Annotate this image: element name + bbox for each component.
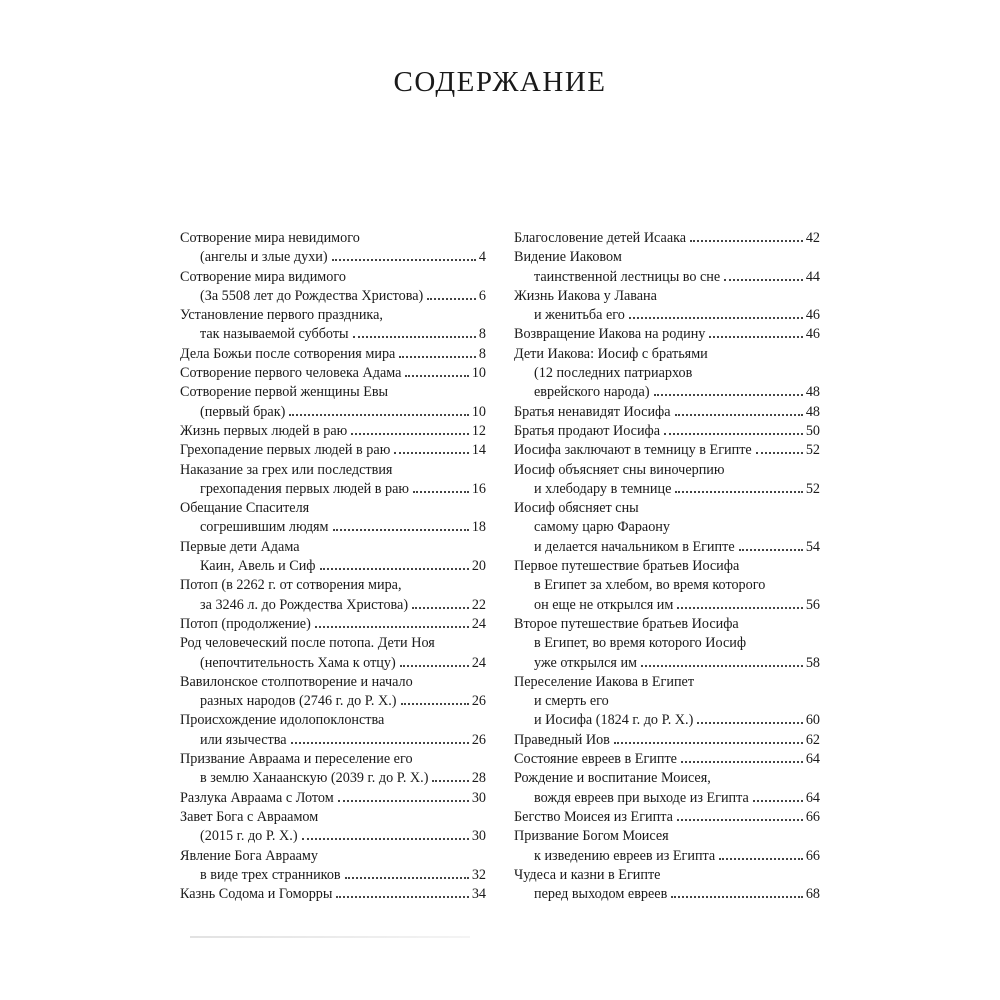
toc-entry-line: Переселение Иакова в Египет bbox=[514, 673, 695, 690]
toc-entry-text: в виде трех странников bbox=[200, 866, 341, 883]
dot-leader bbox=[739, 549, 803, 551]
toc-entry-line bbox=[180, 827, 486, 846]
toc-entry-line: Вавилонское столпотворение и начало bbox=[180, 673, 413, 690]
toc-entry-text: грехопадения первых людей в раю bbox=[200, 480, 410, 497]
page-title: СОДЕРЖАНИЕ bbox=[393, 66, 607, 98]
dot-leader bbox=[315, 626, 469, 628]
toc-entry-line bbox=[514, 325, 820, 344]
toc-entry-line: Иосиф объясняет сны виночерпию bbox=[514, 461, 725, 478]
toc-entry-line: в Египет, во время которого Иосиф bbox=[534, 635, 747, 652]
toc-entry bbox=[180, 711, 486, 750]
toc-entry-line bbox=[514, 268, 820, 287]
toc-entry-line bbox=[514, 711, 820, 730]
toc-page-number: 20 bbox=[471, 558, 486, 575]
toc-page-number: 8 bbox=[478, 326, 486, 343]
toc-entry-text: он еще не открылся им bbox=[534, 596, 674, 613]
toc-entry-line: Рождение и воспитание Моисея, bbox=[514, 770, 711, 787]
toc-entry bbox=[180, 306, 486, 345]
toc-entry-text: и хлебодару в темнице bbox=[534, 480, 672, 497]
toc-page-number: 66 bbox=[805, 847, 820, 864]
toc-entry-line: Призвание Авраама и переселение его bbox=[180, 751, 413, 768]
toc-entry-text: Разлука Авраама с Лотом bbox=[180, 789, 334, 806]
toc-entry-line: Сотворение мира невидимого bbox=[180, 230, 360, 246]
toc-entry bbox=[514, 808, 820, 827]
toc-entry-text: вождя евреев при выходе из Египта bbox=[534, 789, 749, 806]
toc-entry bbox=[514, 345, 820, 403]
dot-leader bbox=[291, 742, 469, 744]
toc-entry bbox=[180, 789, 486, 808]
toc-entry bbox=[514, 422, 820, 441]
toc-entry-text: Бегство Моисея из Египта bbox=[514, 808, 673, 825]
dot-leader bbox=[753, 800, 803, 802]
toc-page-number: 44 bbox=[805, 268, 820, 285]
toc-entry-text: Праведный Иов bbox=[514, 731, 610, 748]
toc-entry-line bbox=[180, 403, 486, 422]
toc-entry-text: Возвращение Иакова на родину bbox=[514, 326, 706, 343]
toc-entry-line bbox=[514, 422, 820, 441]
toc-entry-line bbox=[514, 750, 820, 769]
toc-entry-text: и женитьба его bbox=[534, 307, 625, 324]
toc-entry-line bbox=[514, 538, 820, 557]
toc-entry bbox=[180, 268, 486, 307]
toc-entry bbox=[180, 461, 486, 500]
toc-entry bbox=[180, 499, 486, 538]
toc-entry-line bbox=[180, 248, 486, 267]
bleed-through-line bbox=[190, 936, 470, 938]
toc-entry bbox=[180, 615, 486, 634]
toc-page-number: 28 bbox=[471, 770, 486, 787]
toc-page-number: 14 bbox=[471, 442, 486, 459]
toc-page-number: 18 bbox=[471, 519, 486, 536]
toc-entry bbox=[514, 441, 820, 460]
toc-entry-text: (За 5508 лет до Рождества Христова) bbox=[200, 287, 424, 304]
toc-entry-line bbox=[514, 885, 820, 904]
toc-entry bbox=[180, 576, 486, 615]
toc-page-number: 10 bbox=[471, 403, 486, 420]
toc-entry-line bbox=[180, 441, 486, 460]
toc-entry-text: так называемой субботы bbox=[200, 326, 349, 343]
toc-entry-text: Каин, Авель и Сиф bbox=[200, 558, 316, 575]
toc-entry-line bbox=[180, 596, 486, 615]
toc-entry-line bbox=[514, 808, 820, 827]
toc-entry-line bbox=[180, 692, 486, 711]
toc-page-number: 56 bbox=[805, 596, 820, 613]
toc-entry-line bbox=[514, 847, 820, 866]
toc-entry bbox=[180, 808, 486, 847]
toc-entry-line bbox=[180, 885, 486, 904]
dot-leader bbox=[677, 607, 802, 609]
toc-entry-line bbox=[514, 441, 820, 460]
toc-entry-line: Сотворение мира видимого bbox=[180, 268, 346, 285]
toc-page-number: 26 bbox=[471, 731, 486, 748]
toc-entry-text: Братья ненавидят Иосифа bbox=[514, 403, 671, 420]
toc-entry bbox=[180, 229, 486, 268]
toc-entry-text: (2015 г. до Р. Х.) bbox=[200, 828, 298, 845]
toc-entry-line: Жизнь Иакова у Лавана bbox=[514, 287, 657, 304]
toc-entry-line: Видение Иаковом bbox=[514, 249, 622, 266]
dot-leader bbox=[664, 433, 803, 435]
toc-entry-text: согрешившим людям bbox=[200, 519, 329, 536]
toc-page-number: 32 bbox=[471, 866, 486, 883]
toc-entry-text: Казнь Содома и Гоморры bbox=[180, 886, 333, 903]
dot-leader bbox=[345, 877, 469, 879]
toc-entry bbox=[514, 248, 820, 287]
toc-entry bbox=[180, 345, 486, 364]
toc-entry-line bbox=[180, 518, 486, 537]
dot-leader bbox=[427, 298, 476, 300]
toc-page-number: 64 bbox=[805, 751, 820, 768]
toc-entry-line: самому царю Фараону bbox=[534, 519, 670, 536]
toc-page-number: 60 bbox=[805, 712, 820, 729]
dot-leader bbox=[289, 414, 469, 416]
toc-entry-line: Установление первого праздника, bbox=[180, 307, 383, 324]
toc-entry-line: Происхождение идолопоклонства bbox=[180, 712, 385, 729]
toc-entry bbox=[514, 769, 820, 808]
toc-entry bbox=[514, 750, 820, 769]
toc-entry-line bbox=[514, 731, 820, 750]
toc-page-number: 52 bbox=[805, 480, 820, 497]
toc-entry-line: Второе путешествие братьев Иосифа bbox=[514, 615, 739, 632]
toc-entry-line: Дети Иакова: Иосиф с братьями bbox=[514, 345, 708, 362]
toc-entry-line: Первое путешествие братьев Иосифа bbox=[514, 558, 740, 575]
toc-entry bbox=[514, 827, 820, 866]
dot-leader bbox=[690, 240, 803, 242]
dot-leader bbox=[671, 896, 803, 898]
toc-page-number: 16 bbox=[471, 480, 486, 497]
toc-entry-line bbox=[514, 306, 820, 325]
toc-page-number: 24 bbox=[471, 654, 486, 671]
dot-leader bbox=[629, 317, 803, 319]
toc-entry bbox=[180, 885, 486, 904]
toc-entry-text: Грехопадение первых людей в раю bbox=[180, 442, 391, 459]
toc-entry-line: Первые дети Адама bbox=[180, 538, 300, 555]
toc-entry-line bbox=[180, 769, 486, 788]
dot-leader bbox=[675, 414, 803, 416]
toc-entry-line bbox=[514, 383, 820, 402]
dot-leader bbox=[400, 665, 469, 667]
toc-page-number: 46 bbox=[805, 326, 820, 343]
toc-entry-text: в землю Ханаанскую (2039 г. до Р. Х.) bbox=[200, 770, 429, 787]
toc-entry-line: Потоп (в 2262 г. от сотворения мира, bbox=[180, 577, 402, 594]
toc-page-number: 42 bbox=[805, 230, 820, 246]
toc-page-number: 8 bbox=[478, 345, 486, 362]
toc-entry-text: разных народов (2746 г. до Р. Х.) bbox=[200, 693, 397, 710]
toc-page-number: 4 bbox=[478, 249, 486, 266]
toc-page-number: 48 bbox=[805, 403, 820, 420]
toc-page-number: 58 bbox=[805, 654, 820, 671]
toc-entry bbox=[514, 615, 820, 673]
toc-entry-line bbox=[180, 615, 486, 634]
toc-page-number: 10 bbox=[471, 365, 486, 382]
toc-entry-text: (непочтительность Хама к отцу) bbox=[200, 654, 396, 671]
dot-leader bbox=[351, 433, 469, 435]
toc-entry bbox=[514, 461, 820, 500]
toc-page-number: 46 bbox=[805, 307, 820, 324]
toc-entry-text: или язычества bbox=[200, 731, 287, 748]
dot-leader bbox=[756, 452, 803, 454]
toc-entry-line: Призвание Богом Моисея bbox=[514, 828, 669, 845]
toc-entry-line bbox=[180, 325, 486, 344]
toc-entry-line bbox=[514, 789, 820, 808]
toc-entry bbox=[514, 557, 820, 615]
toc-entry-line bbox=[514, 480, 820, 499]
dot-leader bbox=[336, 896, 468, 898]
toc-entry-text: уже открылся им bbox=[534, 654, 638, 671]
toc-entry-line bbox=[180, 789, 486, 808]
toc-entry bbox=[180, 383, 486, 422]
dot-leader bbox=[681, 761, 803, 763]
toc-entry-text: Благословение детей Исаака bbox=[514, 230, 687, 246]
dot-leader bbox=[675, 491, 802, 493]
dot-leader bbox=[709, 336, 802, 338]
toc-entry bbox=[514, 499, 820, 557]
toc-entry-text: к изведению евреев из Египта bbox=[534, 847, 716, 864]
toc-entry-text: Дела Божьи после сотворения мира bbox=[180, 345, 396, 362]
toc-page-number: 50 bbox=[805, 422, 820, 439]
toc-entry-text: Сотворение первого человека Адама bbox=[180, 365, 402, 382]
toc-entry-text: Состояние евреев в Египте bbox=[514, 751, 677, 768]
toc-entry-line bbox=[180, 480, 486, 499]
dot-leader bbox=[697, 722, 803, 724]
toc-entry bbox=[180, 364, 486, 383]
toc-page-number: 12 bbox=[471, 422, 486, 439]
dot-leader bbox=[338, 800, 469, 802]
toc-entry-line: Чудеса и казни в Египте bbox=[514, 866, 661, 883]
dot-leader bbox=[302, 838, 469, 840]
toc-entry-line bbox=[514, 229, 820, 248]
dot-leader bbox=[332, 259, 476, 261]
toc-entry-text: Жизнь первых людей в раю bbox=[180, 422, 348, 439]
dot-leader bbox=[641, 665, 803, 667]
dot-leader bbox=[677, 819, 803, 821]
toc-entry bbox=[514, 731, 820, 750]
dot-leader bbox=[412, 607, 469, 609]
toc-entry-line: и смерть его bbox=[534, 693, 609, 710]
toc-entry bbox=[514, 229, 820, 248]
toc-entry-line: в Египет за хлебом, во время которого bbox=[534, 577, 766, 594]
toc-entry bbox=[514, 673, 820, 731]
toc-entry-line bbox=[180, 654, 486, 673]
toc-page-number: 26 bbox=[471, 693, 486, 710]
toc-entry-text: еврейского народа) bbox=[534, 384, 650, 401]
toc-column-right bbox=[514, 229, 820, 904]
toc-entry-line bbox=[514, 596, 820, 615]
toc-page-number: 30 bbox=[471, 828, 486, 845]
toc-entry-text: и делается начальником в Египте bbox=[534, 538, 735, 555]
toc-entry bbox=[514, 403, 820, 422]
toc-entry-line: (12 последних патриархов bbox=[534, 365, 693, 382]
toc-page-number: 22 bbox=[471, 596, 486, 613]
toc-entry bbox=[180, 673, 486, 712]
toc-entry-text: и Иосифа (1824 г. до Р. Х.) bbox=[534, 712, 694, 729]
dot-leader bbox=[405, 375, 468, 377]
toc-entry bbox=[180, 422, 486, 441]
toc-entry-line: Сотворение первой женщины Евы bbox=[180, 384, 389, 401]
dot-leader bbox=[719, 858, 803, 860]
toc-entry-line bbox=[180, 866, 486, 885]
toc-entry bbox=[514, 287, 820, 326]
toc-entry-line bbox=[180, 287, 486, 306]
toc-entry-line bbox=[180, 557, 486, 576]
toc-entry-line: Завет Бога с Авраамом bbox=[180, 808, 319, 825]
toc-entry bbox=[180, 847, 486, 886]
toc-entry-text: за 3246 л. до Рождества Христова) bbox=[200, 596, 409, 613]
dot-leader bbox=[394, 452, 469, 454]
toc-page-number: 62 bbox=[805, 731, 820, 748]
toc-entry-text: Потоп (продолжение) bbox=[180, 615, 311, 632]
toc-page-number: 24 bbox=[471, 615, 486, 632]
toc-entry-text: таинственной лестницы во сне bbox=[534, 268, 721, 285]
toc-entry-text: перед выходом евреев bbox=[534, 886, 668, 903]
toc-entry-line bbox=[514, 403, 820, 422]
toc-entry-line bbox=[180, 364, 486, 383]
toc-page-number: 30 bbox=[471, 789, 486, 806]
dot-leader bbox=[320, 568, 469, 570]
toc-page-number: 64 bbox=[805, 789, 820, 806]
toc-entry-line: Обещание Спасителя bbox=[180, 500, 310, 517]
dot-leader bbox=[724, 279, 803, 281]
toc-page-number: 52 bbox=[805, 442, 820, 459]
toc-page-number: 34 bbox=[471, 886, 486, 903]
toc-entry-text: (ангелы и злые духи) bbox=[200, 249, 328, 266]
toc-entry-line: Род человеческий после потопа. Дети Ноя bbox=[180, 635, 435, 652]
toc-entry-line: Наказание за грех или последствия bbox=[180, 461, 393, 478]
dot-leader bbox=[654, 394, 803, 396]
dot-leader bbox=[333, 529, 469, 531]
toc-page-number: 6 bbox=[478, 287, 486, 304]
dot-leader bbox=[401, 703, 469, 705]
toc-entry bbox=[180, 441, 486, 460]
dot-leader bbox=[399, 356, 476, 358]
toc-page-number: 48 bbox=[805, 384, 820, 401]
toc-entry-line: Явление Бога Аврааму bbox=[180, 847, 318, 864]
toc-entry-text: (первый брак) bbox=[200, 403, 286, 420]
toc-page-number: 68 bbox=[805, 886, 820, 903]
toc-page-number: 66 bbox=[805, 808, 820, 825]
toc-entry bbox=[180, 634, 486, 673]
dot-leader bbox=[614, 742, 803, 744]
toc-entry-line bbox=[514, 654, 820, 673]
toc-page-number: 54 bbox=[805, 538, 820, 555]
toc-entry-line bbox=[180, 422, 486, 441]
toc-entry-line bbox=[180, 731, 486, 750]
toc-entry bbox=[514, 325, 820, 344]
toc-entry bbox=[180, 538, 486, 577]
dot-leader bbox=[432, 780, 468, 782]
dot-leader bbox=[413, 491, 469, 493]
toc-entry-text: Иосифа заключают в темницу в Египте bbox=[514, 442, 752, 459]
toc-column-left bbox=[180, 229, 486, 904]
toc-entry bbox=[514, 866, 820, 905]
toc-entry-line: Иосиф обясняет сны bbox=[514, 500, 639, 517]
dot-leader bbox=[353, 336, 476, 338]
toc-entry bbox=[180, 750, 486, 789]
toc-entry-line bbox=[180, 345, 486, 364]
toc-entry-text: Братья продают Иосифа bbox=[514, 422, 661, 439]
